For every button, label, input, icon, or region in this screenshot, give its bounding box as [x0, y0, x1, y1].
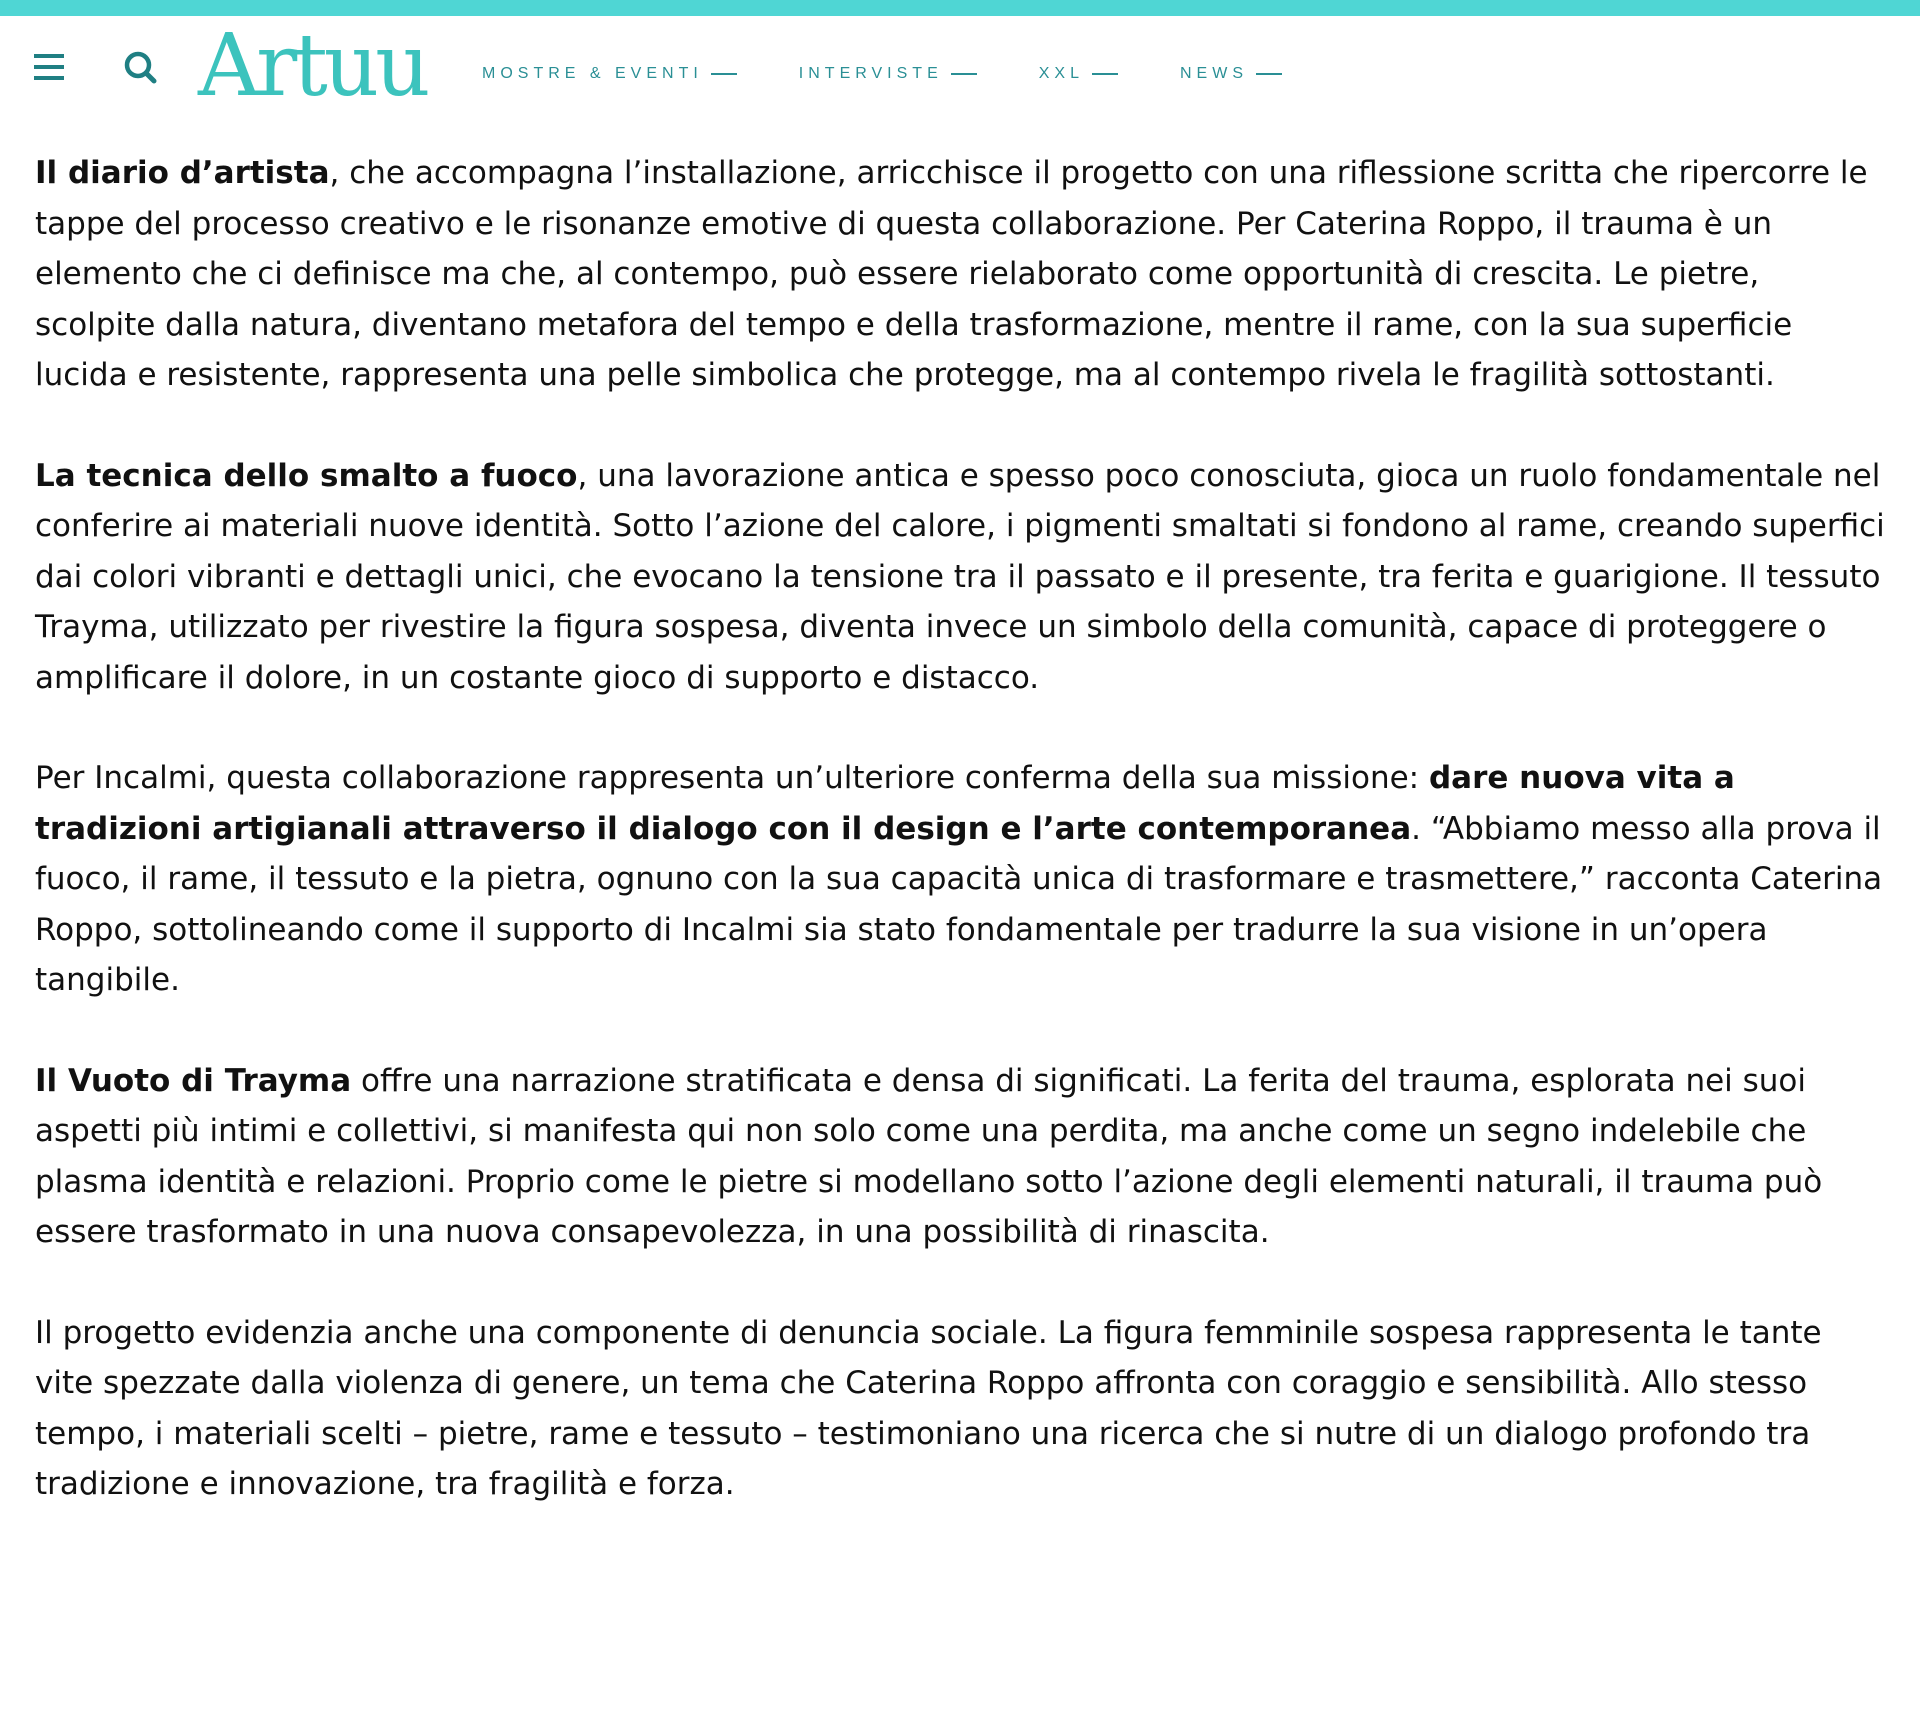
nav-dash-icon	[1256, 73, 1282, 75]
nav-label: INTERVISTE	[798, 65, 943, 82]
nav-dash-icon	[951, 73, 977, 75]
nav-label: NEWS	[1180, 65, 1248, 82]
nav-news[interactable]	[1180, 65, 1282, 83]
search-icon[interactable]	[122, 49, 162, 89]
article-paragraph	[35, 753, 1885, 1006]
article-paragraph	[35, 1056, 1885, 1258]
paragraph-highlight: La tecnica dello smalto a fuoco	[35, 457, 578, 494]
paragraph-text-lead: Per Incalmi, questa collaborazione rappresenta un’ulteriore conferma della sua missione:	[35, 760, 1429, 796]
nav-xxl[interactable]	[1039, 65, 1118, 83]
paragraph-text: . “Abbiamo messo alla prova il fuoco, il rame, il tessuto e la pietra, ognuno con la sua capacità unica di trasformare e trasmettere,” racconta Caterina Roppo, sottolineando come il supporto di Incalmi sia stato fondamentale per tradurre la sua visione in un’opera tangibile.	[35, 810, 1883, 998]
article-paragraph	[35, 451, 1885, 704]
article-paragraph	[35, 1308, 1885, 1510]
site-logo[interactable]: Artuu	[198, 16, 427, 116]
nav-interviste[interactable]	[799, 65, 977, 83]
paragraph-text: , che accompagna l’installazione, arricchisce il progetto con una riflessione scritta che ripercorre le tappe del processo creativo e le risonanze emotive di questa collaborazione. Per Caterina Roppo, il trauma è un elemento che ci definisce ma che, al contempo, può essere rielaborato come opportunità di crescita. Le pietre, scolpite dalla natura, diventano metafora del tempo e della trasformazione, mentre il rame, con la sua superficie lucida e resistente, rappresenta una pelle simbolica che protegge, ma al contempo rivela le fragilità sottostanti.	[35, 155, 1868, 393]
nav-mostre-eventi[interactable]	[482, 65, 737, 83]
paragraph-highlight: Il Vuoto di Trayma	[35, 1062, 352, 1099]
nav-label: MOSTRE & EVENTI	[482, 65, 703, 82]
paragraph-text: , una lavorazione antica e spesso poco conosciuta, gioca un ruolo fondamentale nel conferire ai materiali nuove identità. Sotto l’azione del calore, i pigmenti smaltati si fondono al rame, creando superfici dai colori vibranti e dettagli unici, che evocano la tensione tra il passato e il presente, tra ferita e guarigione. Il tessuto Trayma, utilizzato per rivestire la figura sospesa, diventa invece un simbolo della comunità, capace di proteggere o amplificare il dolore, in un costante gioco di supporto e distacco.	[35, 457, 1885, 696]
top-accent-bar	[0, 0, 1920, 16]
paragraph-highlight: Il diario d’artista	[35, 155, 330, 191]
article-body	[35, 148, 1885, 1560]
site-header	[0, 16, 1920, 126]
main-nav	[482, 54, 1282, 94]
paragraph-text: Il progetto evidenzia anche una componente di denuncia sociale. La figura femminile sospesa rappresenta le tante vite spezzate dalla violenza di genere, un tema che Caterina Roppo affronta con coraggio e sensibilità. Allo stesso tempo, i materiali scelti – pietre, rame e tessuto – testimoniano una ricerca che si nutre di un dialogo profondo tra tradizione e innovazione, tra fragilità e forza.	[35, 1314, 1822, 1502]
paragraph-highlight: dare nuova vita a tradizioni artigianali attraverso il dialogo con il design e l’arte contemporanea	[35, 760, 1735, 847]
nav-label: XXL	[1038, 65, 1084, 82]
article-paragraph	[35, 148, 1885, 401]
paragraph-text: offre una narrazione stratificata e densa di significati. La ferita del trauma, esplorata nei suoi aspetti più intimi e collettivi, si manifesta qui non solo come una perdita, ma anche come un segno indelebile che plasma identità e relazioni. Proprio come le pietre si modellano sotto l’azione degli elementi naturali, il trauma può essere trasformato in una nuova consapevolezza, in una possibilità di rinascita.	[35, 1062, 1823, 1250]
hamburger-menu-icon[interactable]	[34, 52, 66, 82]
nav-dash-icon	[711, 73, 737, 75]
nav-dash-icon	[1092, 73, 1118, 75]
